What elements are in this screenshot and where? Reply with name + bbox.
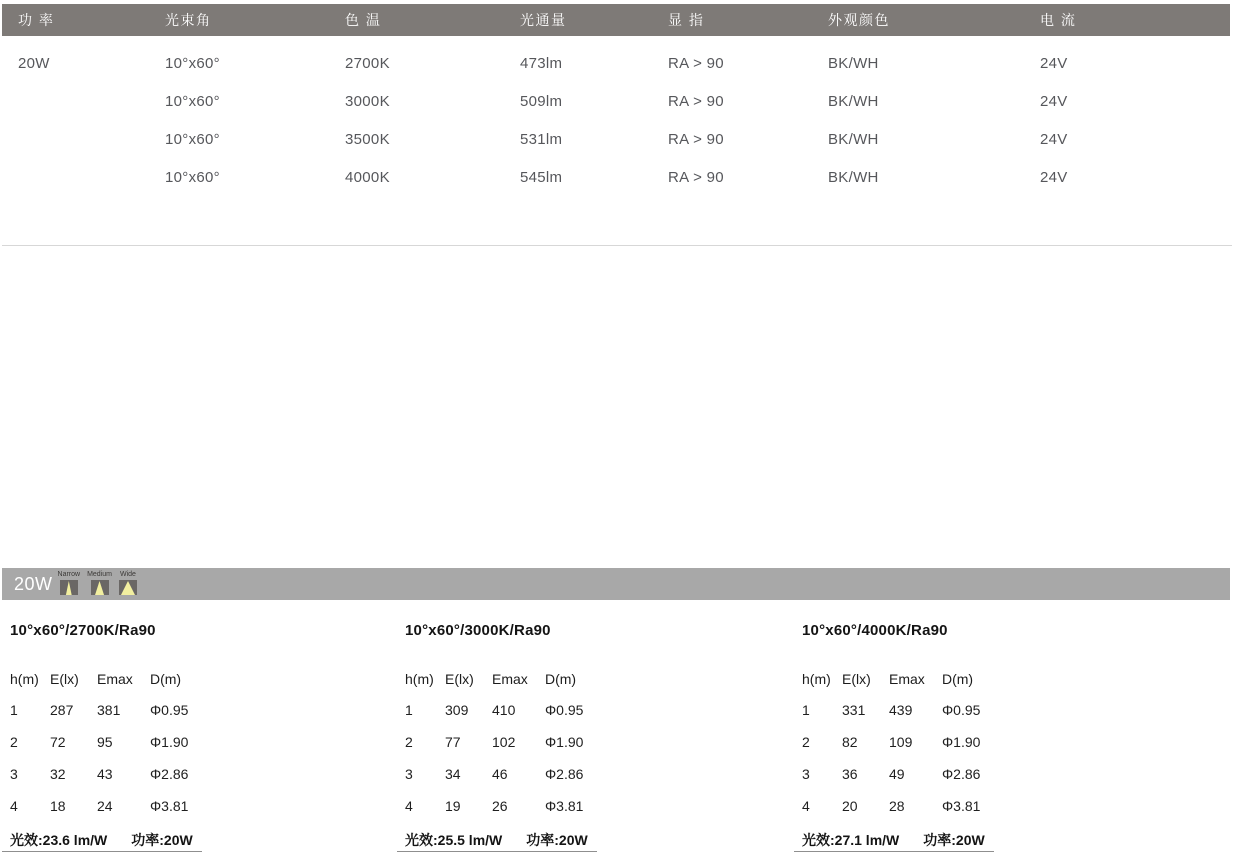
medium-beam-icon	[87, 571, 112, 595]
col-e: E(lx)	[445, 671, 474, 687]
photometric-row: 1 331 439 Φ0.95	[802, 702, 981, 718]
spec-table-header	[2, 4, 1230, 36]
photometric-title: 10°x60°/4000K/Ra90	[802, 622, 948, 639]
spec-cell-flux: 509lm	[520, 92, 563, 110]
medium-beam-glyph	[91, 580, 109, 595]
wide-beam-glyph	[119, 580, 137, 595]
spec-header-cri: 显 指	[668, 12, 705, 28]
photometric-table-2700k	[2, 600, 202, 852]
spec-cell-current: 24V	[1040, 168, 1068, 186]
spec-cell-cct: 2700K	[345, 54, 390, 72]
spec-cell-current: 24V	[1040, 54, 1068, 72]
spec-cell-cct: 4000K	[345, 168, 390, 186]
spec-cell-cct: 3500K	[345, 130, 390, 148]
col-emax: Emax	[889, 671, 925, 687]
spec-cell-cri: RA > 90	[668, 168, 724, 186]
spec-header-current: 电 流	[1040, 12, 1077, 28]
narrow-beam-icon	[58, 571, 81, 595]
spec-cell-cri: RA > 90	[668, 92, 724, 110]
photometric-header-row	[397, 664, 597, 694]
spec-cell-flux: 545lm	[520, 168, 563, 186]
col-h: h(m)	[405, 671, 434, 687]
narrow-beam-glyph	[60, 580, 78, 595]
narrow-beam-label: Narrow	[57, 571, 81, 578]
photometric-footer	[397, 828, 597, 852]
spec-cell-beam: 10°x60°	[165, 54, 220, 72]
photometric-row: 3 32 43 Φ2.86	[10, 766, 189, 782]
photometric-title: 10°x60°/2700K/Ra90	[10, 622, 156, 639]
col-emax: Emax	[492, 671, 528, 687]
col-emax: Emax	[97, 671, 133, 687]
photometric-header-row	[794, 664, 994, 694]
spec-cell-finish: BK/WH	[828, 54, 879, 72]
photometric-row: 3 36 49 Φ2.86	[802, 766, 981, 782]
spec-cell-beam: 10°x60°	[165, 168, 220, 186]
efficacy-value: 光效:25.5 lm/W	[405, 831, 503, 848]
wide-beam-label: Wide	[120, 571, 136, 578]
spec-cell-cri: RA > 90	[668, 54, 724, 72]
photometric-table-3000k	[397, 600, 597, 852]
spec-cell-beam: 10°x60°	[165, 92, 220, 110]
spec-cell-beam: 10°x60°	[165, 130, 220, 148]
photometric-footer	[794, 828, 994, 852]
efficacy-value: 光效:27.1 lm/W	[802, 831, 900, 848]
efficacy-value: 光效:23.6 lm/W	[10, 831, 108, 848]
spec-header-finish: 外观颜色	[828, 12, 890, 28]
photometric-row: 2 82 109 Φ1.90	[802, 734, 981, 750]
col-d: D(m)	[942, 671, 974, 687]
photometric-table-4000k	[794, 600, 994, 852]
spec-header-cct: 色 温	[345, 12, 382, 28]
spec-row	[2, 82, 1230, 120]
spec-row	[2, 120, 1230, 158]
beam-icon-group	[58, 568, 144, 600]
medium-beam-label: Medium	[87, 571, 112, 578]
spec-cell-finish: BK/WH	[828, 130, 879, 148]
spec-header-beam-angle: 光束角	[165, 12, 212, 28]
photometric-title: 10°x60°/3000K/Ra90	[405, 622, 551, 639]
beam-band	[2, 568, 1230, 600]
spec-cell-power: 20W	[18, 54, 50, 72]
col-h: h(m)	[802, 671, 831, 687]
photometric-row: 1 309 410 Φ0.95	[405, 702, 584, 718]
spec-row	[2, 158, 1230, 196]
col-e: E(lx)	[842, 671, 871, 687]
spec-cell-current: 24V	[1040, 92, 1068, 110]
band-power-label: 20W	[14, 573, 53, 594]
power-value: 功率:20W	[923, 831, 985, 848]
photometric-row: 4 18 24 Φ3.81	[10, 798, 189, 814]
photometric-row: 1 287 381 Φ0.95	[10, 702, 189, 718]
spec-cell-cct: 3000K	[345, 92, 390, 110]
photometric-row: 2 72 95 Φ1.90	[10, 734, 189, 750]
col-h: h(m)	[10, 671, 39, 687]
photometric-header-row	[2, 664, 202, 694]
wide-beam-icon	[119, 571, 137, 595]
col-e: E(lx)	[50, 671, 79, 687]
spec-cell-cri: RA > 90	[668, 130, 724, 148]
photometric-row: 3 34 46 Φ2.86	[405, 766, 584, 782]
spec-table-body	[2, 44, 1230, 196]
photometric-row: 4 19 26 Φ3.81	[405, 798, 584, 814]
section-divider	[2, 245, 1232, 246]
photometric-row: 2 77 102 Φ1.90	[405, 734, 584, 750]
col-d: D(m)	[545, 671, 577, 687]
spec-cell-flux: 531lm	[520, 130, 563, 148]
power-value: 功率:20W	[131, 831, 193, 848]
power-value: 功率:20W	[526, 831, 588, 848]
spec-header-power: 功 率	[18, 12, 55, 28]
spec-header-flux: 光通量	[520, 12, 567, 28]
spec-cell-flux: 473lm	[520, 54, 563, 72]
spec-cell-finish: BK/WH	[828, 168, 879, 186]
photometric-row: 4 20 28 Φ3.81	[802, 798, 981, 814]
col-d: D(m)	[150, 671, 182, 687]
spec-cell-finish: BK/WH	[828, 92, 879, 110]
photometric-footer	[2, 828, 202, 852]
spec-cell-current: 24V	[1040, 130, 1068, 148]
spec-row	[2, 44, 1230, 82]
